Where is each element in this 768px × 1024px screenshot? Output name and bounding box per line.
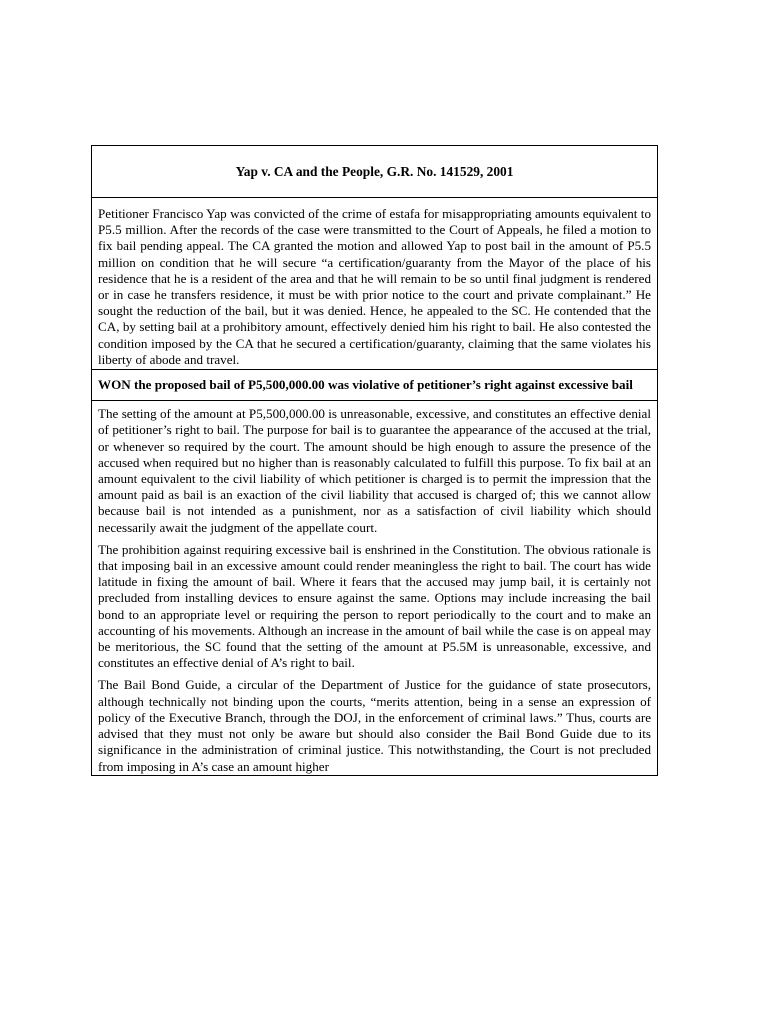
issue-row: [92, 370, 658, 401]
ruling-paragraph-1: The setting of the amount at P5,500,000.00 is unreasonable, excessive, and constitutes an effective denial of petitioner’s right to bail. The purpose for bail is to guarantee the appearance of the accused at the trial, or whenever so required by the court. The amount should be high enough to assure the presence of the accused when required but no higher than is reasonably calculated to fulfill this purpose. To fix bail at an amount equivalent to the civil liability of which petitioner is charged is to permit the impression that the amount paid as bail is an exaction of the civil liability that accused is charged of; this we cannot allow because bail is not intended as a punishment, nor as a satisfaction of civil liability which should necessarily await the judgment of the appellate court.: [98, 406, 651, 535]
ruling-paragraph-3: The Bail Bond Guide, a circular of the Department of Justice for the guidance of state prosecutors, although technically not binding upon the courts, “merits attention, being in a sense an expression of policy of the Executive Branch, through the DOJ, in the enforcement of criminal laws.” Thus, courts are advised that they must not only be aware but should also consider the Bail Bond Guide due to its significance in the administration of criminal justice. This notwithstanding, the Court is not precluded from imposing in A’s case an amount higher: [98, 677, 651, 774]
case-digest-table: [91, 145, 658, 776]
ruling-paragraph-2: The prohibition against requiring excessive bail is enshrined in the Constitution. The obvious rationale is that imposing bail in an excessive amount could render meaningless the right to bail. The court has wide latitude in fixing the amount of bail. Where it fears that the accused may jump bail, it is certainly not precluded from installing devices to ensure against the same. Options may include increasing the bail bond to an appropriate level or requiring the person to report periodically to the court and to make an accounting of his movements. Although an increase in the amount of bail while the case is on appeal may be meritorious, the SC found that the setting of the amount at P5.5M is unreasonable, excessive, and constitutes an effective denial of A’s right to bail.: [98, 541, 651, 671]
ruling-cell: [92, 401, 658, 775]
ruling-row: [92, 401, 658, 775]
facts-row: [92, 198, 658, 370]
facts-cell: [92, 198, 658, 370]
issue-statement: WON the proposed bail of P5,500,000.00 was violative of petitioner’s right against excessive bail: [92, 370, 658, 401]
case-title: Yap v. CA and the People, G.R. No. 141529, 2001: [92, 146, 658, 198]
title-row: [92, 146, 658, 198]
facts-paragraph: Petitioner Francisco Yap was convicted of the crime of estafa for misappropriating amounts equivalent to P5.5 million. After the records of the case were transmitted to the Court of Appeals, he filed a motion to fix bail pending appeal. The CA granted the motion and allowed Yap to post bail in the amount of P5.5 million on condition that he will secure “a certification/guaranty from the Mayor of the place of his residence that he is a resident of the area and that he will remain to be so until final judgment is rendered or in case he transfers residence, it must be with prior notice to the court and private complainant.” He sought the reduction of the bail, but it was denied. Hence, he appealed to the SC. He contended that the CA, by setting bail at a prohibitory amount, effectively denied him his right to bail. He also contested the condition imposed by the CA that he secured a certification/guaranty, claiming that the same violates his liberty of abode and travel.: [98, 206, 651, 367]
